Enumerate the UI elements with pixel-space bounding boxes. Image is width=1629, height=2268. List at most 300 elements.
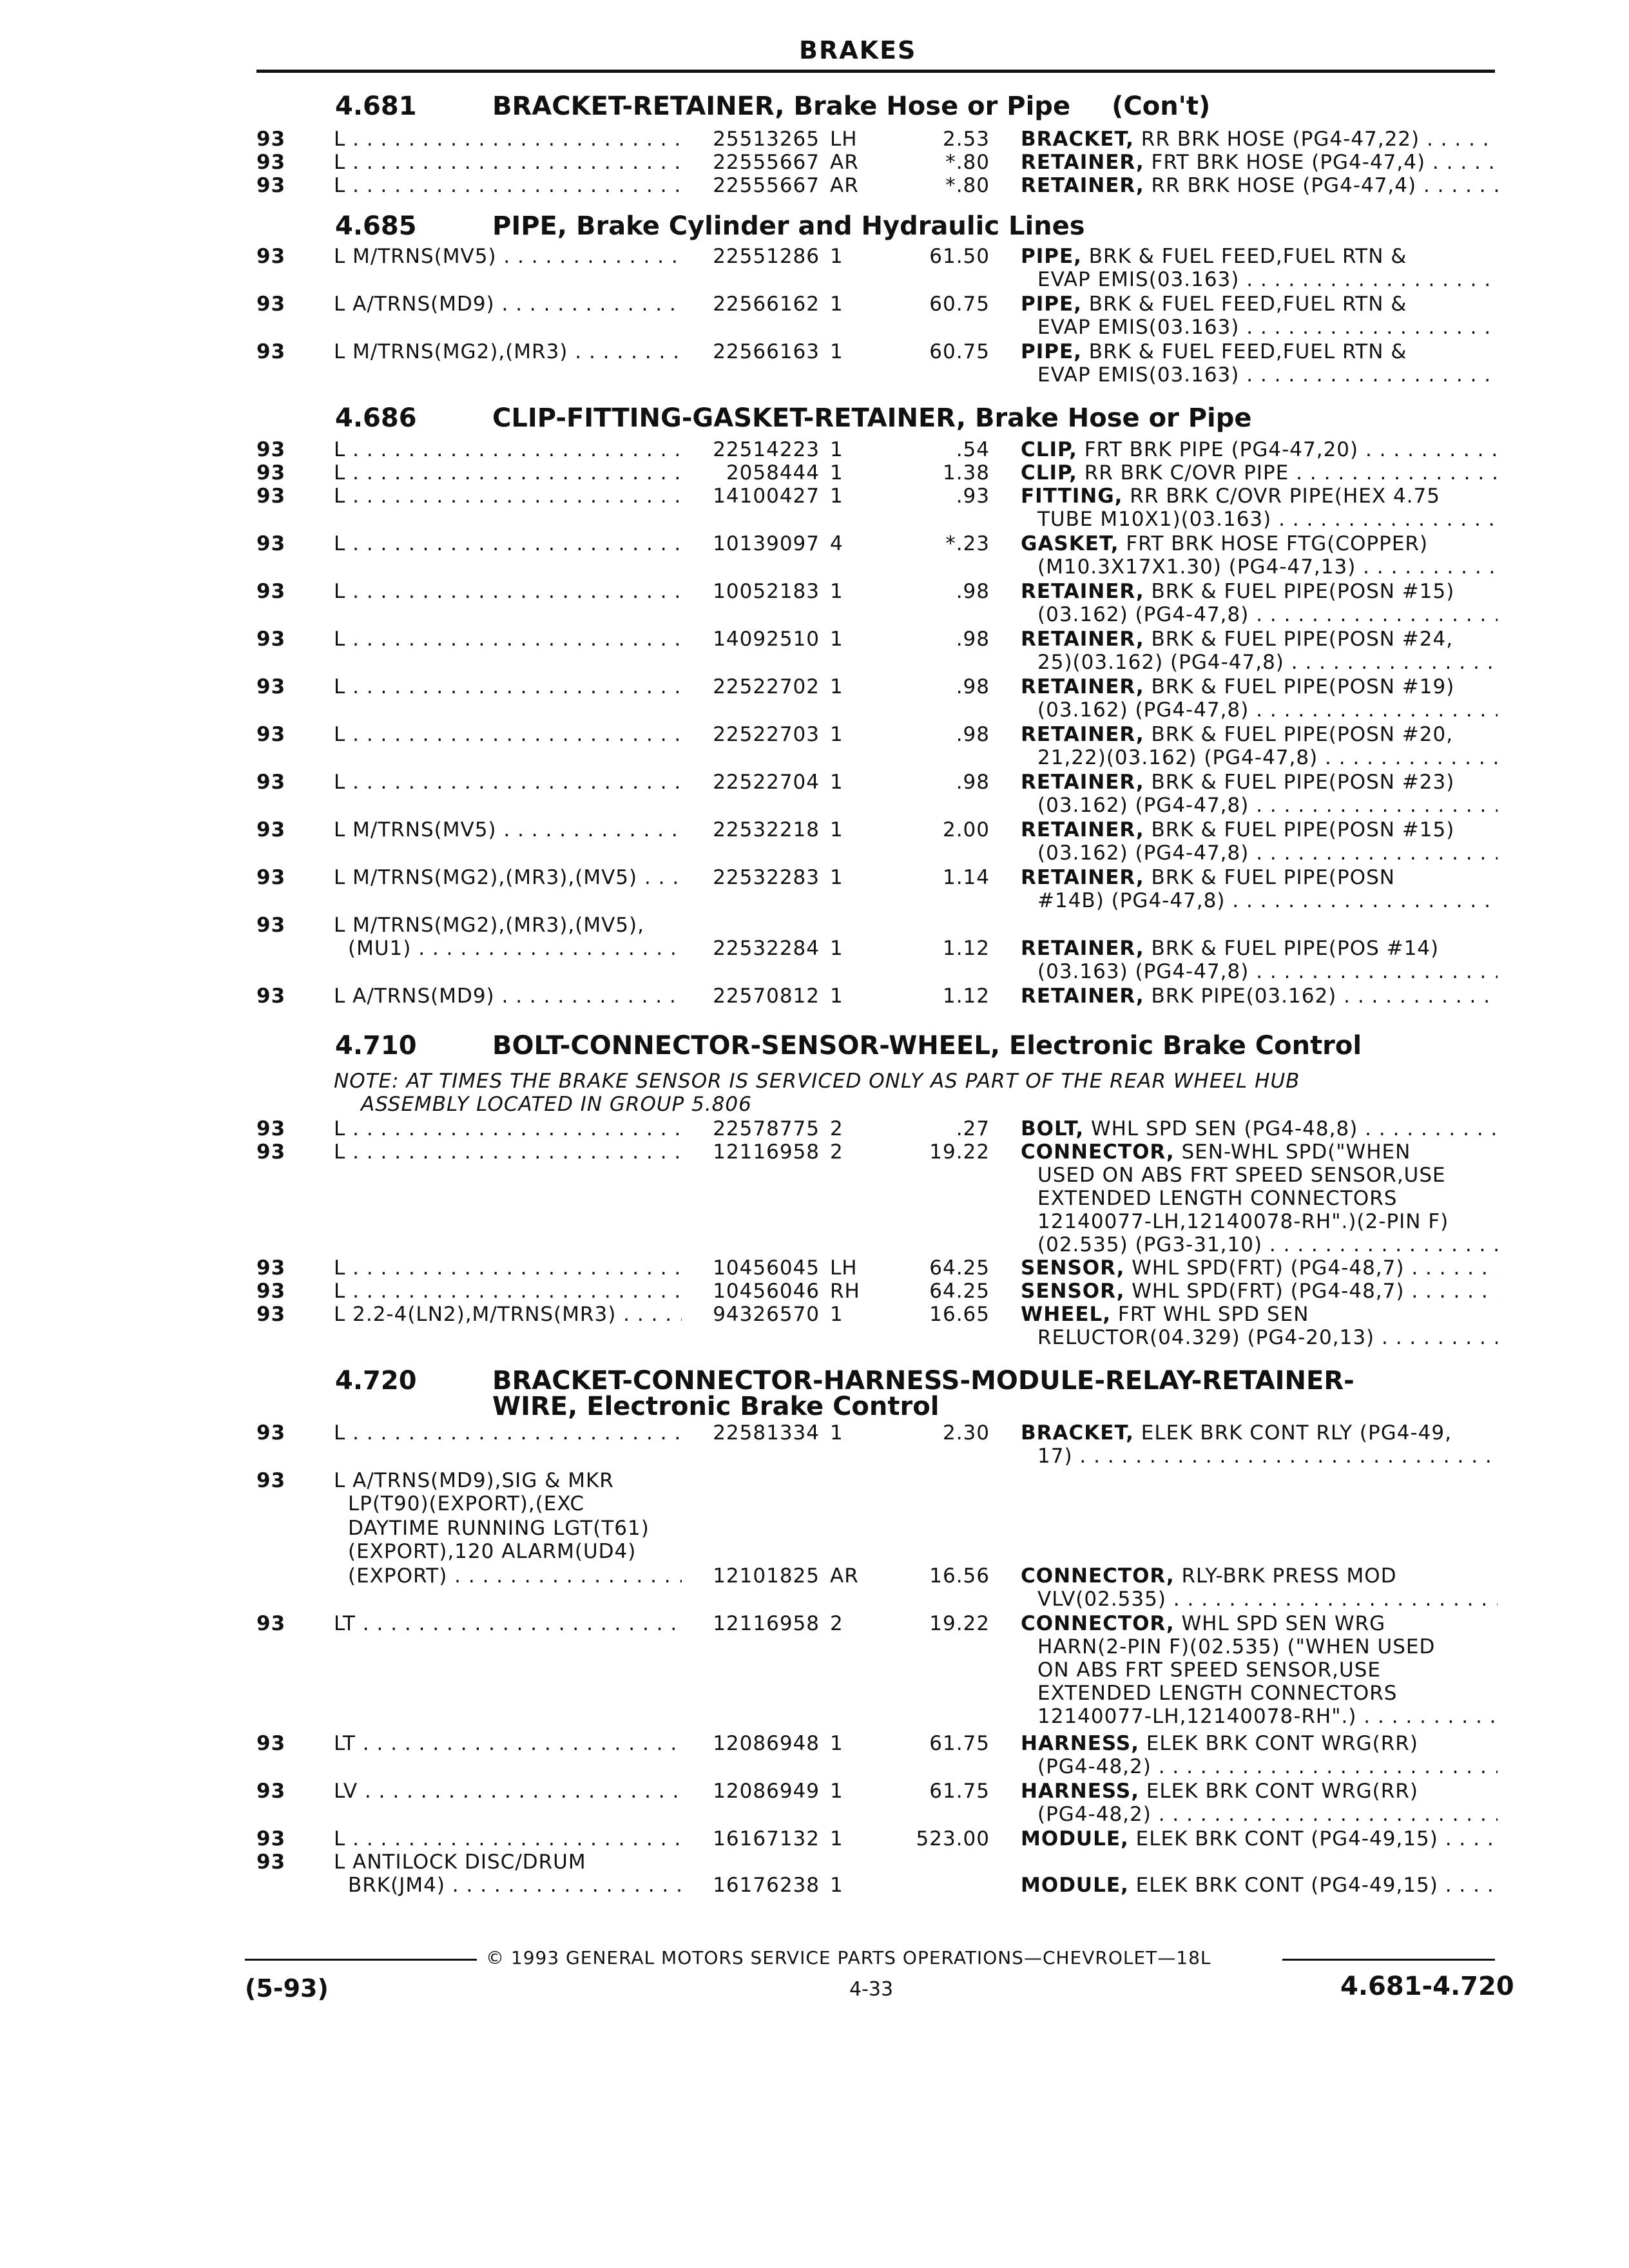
part-row xyxy=(0,174,1629,197)
description-continued: (03.162) (PG4-47,8) . . . xyxy=(1037,603,1498,626)
price: 523.00 xyxy=(916,1827,990,1850)
section-heading-4710 xyxy=(335,1031,1362,1061)
price: 64.25 xyxy=(929,1280,990,1303)
application: L . . . xyxy=(334,438,682,461)
application: L A/TRNS(MD9) . . . xyxy=(334,293,682,316)
part-number: 10139097 xyxy=(696,532,820,555)
application: BRK(JM4) . . . xyxy=(348,1874,682,1897)
model-year: 93 xyxy=(256,151,286,174)
model-year: 93 xyxy=(256,580,286,603)
part-row xyxy=(0,771,1629,794)
section-number: 4.685 xyxy=(335,211,417,241)
description xyxy=(1021,675,1498,698)
quantity: 1 xyxy=(830,245,843,268)
part-row xyxy=(0,340,1629,363)
quantity: 2 xyxy=(830,1140,843,1164)
part-row xyxy=(0,1780,1629,1803)
quantity: 1 xyxy=(830,1732,843,1755)
part-number: 22578775 xyxy=(696,1117,820,1140)
description-text: RR BRK C/OVR PIPE(HEX 4.75 xyxy=(1123,485,1440,508)
application: L . . . xyxy=(334,485,682,508)
description xyxy=(1021,340,1498,363)
model-year: 93 xyxy=(256,245,286,268)
model-year: 93 xyxy=(256,914,286,937)
application-line: (EXPORT),120 ALARM(UD4) xyxy=(348,1540,637,1563)
description-keyword: RETAINER, xyxy=(1021,771,1144,794)
description xyxy=(1021,1732,1498,1755)
part-number: 25513265 xyxy=(696,128,820,151)
description-keyword: BRACKET, xyxy=(1021,128,1134,151)
header-rule xyxy=(256,70,1495,73)
description-keyword: FITTING, xyxy=(1021,485,1123,508)
quantity: 1 xyxy=(830,461,843,485)
quantity: AR xyxy=(830,151,859,174)
part-row xyxy=(0,532,1629,555)
part-number: 22570812 xyxy=(696,985,820,1008)
quantity: 1 xyxy=(830,985,843,1008)
description-keyword: CLIP, xyxy=(1021,461,1077,485)
part-number: 22566162 xyxy=(696,293,820,316)
page-number: 4-33 xyxy=(849,1978,894,2001)
price: 61.75 xyxy=(929,1780,990,1803)
description-text: WHL SPD SEN (PG4-48,8) xyxy=(1084,1117,1358,1140)
description-keyword: HARNESS, xyxy=(1021,1780,1139,1803)
description-text: FRT BRK PIPE (PG4-47,20) xyxy=(1077,438,1359,461)
part-row xyxy=(0,985,1629,1008)
part-row xyxy=(0,1732,1629,1755)
model-year: 93 xyxy=(256,818,286,841)
description xyxy=(1021,1612,1498,1635)
price: 60.75 xyxy=(929,340,990,363)
description-keyword: SENSOR, xyxy=(1021,1256,1125,1280)
part-row xyxy=(0,818,1629,841)
description-text: ELEK BRK CONT WRG(RR) xyxy=(1139,1732,1418,1755)
description xyxy=(1021,438,1498,461)
description-text: WHL SPD SEN WRG xyxy=(1174,1612,1386,1635)
application: L . . . xyxy=(334,532,682,555)
description-text: WHL SPD(FRT) (PG4-48,7) xyxy=(1124,1256,1405,1280)
model-year: 93 xyxy=(256,1780,286,1803)
application: L A/TRNS(MD9) . . . xyxy=(334,985,682,1008)
description-text: BRK & FUEL PIPE(POSN xyxy=(1144,866,1395,889)
description-text: RR BRK HOSE (PG4-47,22) xyxy=(1133,128,1420,151)
part-number: 22532284 xyxy=(696,937,820,960)
model-year: 93 xyxy=(256,532,286,555)
section-note: NOTE: AT TIMES THE BRAKE SENSOR IS SERVICED ONLY AS PART OF THE REAR WHEEL HUB xyxy=(334,1070,1300,1093)
part-row xyxy=(0,1140,1629,1164)
part-number: 22522703 xyxy=(696,723,820,746)
description xyxy=(1021,937,1498,960)
application: L M/TRNS(MV5) . . . xyxy=(334,245,682,268)
section-note-cont: ASSEMBLY LOCATED IN GROUP 5.806 xyxy=(361,1093,752,1116)
model-year: 93 xyxy=(256,1469,286,1492)
description xyxy=(1021,1421,1498,1445)
application: L . . . xyxy=(334,1140,682,1164)
description-text: RR BRK HOSE (PG4-47,4) xyxy=(1144,174,1417,197)
description-text: BRK & FUEL PIPE(POS #14) xyxy=(1144,937,1440,960)
description-continued: VLV(02.535) . . . xyxy=(1037,1588,1498,1611)
quantity: 1 xyxy=(830,1874,843,1897)
application: L . . . xyxy=(334,174,682,197)
description-keyword: RETAINER, xyxy=(1021,628,1144,651)
description-keyword: BOLT, xyxy=(1021,1117,1084,1140)
description-text: ELEK BRK CONT RLY (PG4-49, xyxy=(1133,1421,1452,1445)
description xyxy=(1021,174,1498,197)
description xyxy=(1021,1564,1498,1588)
part-row xyxy=(0,461,1629,485)
description xyxy=(1021,128,1498,151)
model-year: 93 xyxy=(256,174,286,197)
description xyxy=(1021,1140,1498,1164)
price: 2.00 xyxy=(942,818,990,841)
description-continued: (M10.3X17X1.30) (PG4-47,13) . . . xyxy=(1037,555,1498,579)
description xyxy=(1021,866,1498,889)
part-number: 22555667 xyxy=(696,151,820,174)
part-number: 12116958 xyxy=(696,1140,820,1164)
description xyxy=(1021,723,1498,746)
price: .98 xyxy=(956,771,990,794)
description-continued: EXTENDED LENGTH CONNECTORS xyxy=(1037,1187,1398,1210)
part-number: 22551286 xyxy=(696,245,820,268)
part-row xyxy=(0,1280,1629,1303)
description-continued: EVAP EMIS(03.163) . . . xyxy=(1037,316,1498,339)
description-text: BRK & FUEL PIPE(POSN #24, xyxy=(1144,628,1454,651)
price: *.23 xyxy=(945,532,990,555)
description xyxy=(1021,771,1498,794)
description-continued: RELUCTOR(04.329) (PG4-20,13) . . . xyxy=(1037,1326,1498,1349)
model-year: 93 xyxy=(256,1421,286,1445)
description-continued: EVAP EMIS(03.163) . . . xyxy=(1037,268,1498,291)
application: (MU1) . . . xyxy=(348,937,682,960)
quantity: RH xyxy=(830,1280,860,1303)
price: .93 xyxy=(956,485,990,508)
model-year: 93 xyxy=(256,866,286,889)
description-keyword: HARNESS, xyxy=(1021,1732,1139,1755)
section-title: CLIP-FITTING-GASKET-RETAINER, Brake Hose or Pipe xyxy=(492,403,1252,433)
description-keyword: BRACKET, xyxy=(1021,1421,1134,1445)
application: L . . . xyxy=(334,1117,682,1140)
part-number: 10052183 xyxy=(696,580,820,603)
part-number: 12116958 xyxy=(696,1612,820,1635)
model-year: 93 xyxy=(256,293,286,316)
part-row xyxy=(0,1256,1629,1280)
price: 64.25 xyxy=(929,1256,990,1280)
description xyxy=(1021,151,1498,174)
section-number: 4.710 xyxy=(335,1031,417,1061)
page-title: BRAKES xyxy=(799,36,917,64)
part-number: 10456046 xyxy=(696,1280,820,1303)
application: L . . . xyxy=(334,128,682,151)
price: 1.12 xyxy=(942,985,990,1008)
application: L . . . xyxy=(334,461,682,485)
description xyxy=(1021,580,1498,603)
description-text: SEN-WHL SPD("WHEN xyxy=(1174,1140,1411,1164)
part-number: 22522702 xyxy=(696,675,820,698)
description-continued: ON ABS FRT SPEED SENSOR,USE xyxy=(1037,1658,1381,1682)
section-title: BOLT-CONNECTOR-SENSOR-WHEEL, Electronic Brake Control xyxy=(492,1031,1362,1061)
description-text: FRT BRK HOSE (PG4-47,4) xyxy=(1144,151,1426,174)
part-row xyxy=(0,1827,1629,1850)
quantity: 1 xyxy=(830,818,843,841)
description-keyword: RETAINER, xyxy=(1021,151,1144,174)
description-keyword: WHEEL, xyxy=(1021,1303,1112,1326)
footer-rule-right xyxy=(1282,1959,1495,1961)
part-number: 22532218 xyxy=(696,818,820,841)
part-row xyxy=(0,1117,1629,1140)
description-keyword: RETAINER, xyxy=(1021,675,1144,698)
description-continued: 12140077-LH,12140078-RH".)(2-PIN F) xyxy=(1037,1210,1449,1233)
description-keyword: RETAINER, xyxy=(1021,985,1144,1008)
model-year: 93 xyxy=(256,628,286,651)
description xyxy=(1021,1874,1498,1897)
part-row xyxy=(0,1421,1629,1445)
application: L 2.2-4(LN2),M/TRNS(MR3) . . . xyxy=(334,1303,682,1326)
model-year: 93 xyxy=(256,1732,286,1755)
description xyxy=(1021,245,1498,268)
application-line: LP(T90)(EXPORT),(EXC xyxy=(348,1492,585,1515)
description xyxy=(1021,461,1498,485)
description-continued: 17) . . . xyxy=(1037,1445,1498,1468)
page-range: 4.681-4.720 xyxy=(1340,1972,1514,2001)
part-number: 16167132 xyxy=(696,1827,820,1850)
description xyxy=(1021,485,1498,508)
description-continued: (03.162) (PG4-47,8) . . . xyxy=(1037,698,1498,722)
quantity: AR xyxy=(830,1564,859,1588)
description xyxy=(1021,1827,1498,1850)
description-text: RR BRK C/OVR PIPE xyxy=(1077,461,1289,485)
quantity: 1 xyxy=(830,485,843,508)
price: 19.22 xyxy=(929,1140,990,1164)
description-keyword: PIPE, xyxy=(1021,245,1082,268)
description-keyword: CLIP, xyxy=(1021,438,1077,461)
part-row xyxy=(0,438,1629,461)
part-number: 22581334 xyxy=(696,1421,820,1445)
model-year: 93 xyxy=(256,1850,286,1874)
quantity: 4 xyxy=(830,532,843,555)
description-keyword: RETAINER, xyxy=(1021,937,1144,960)
price: .98 xyxy=(956,723,990,746)
part-number: 12086948 xyxy=(696,1732,820,1755)
quantity: 1 xyxy=(830,438,843,461)
application-line: L M/TRNS(MG2),(MR3),(MV5), xyxy=(334,914,644,937)
description xyxy=(1021,1780,1498,1803)
part-row xyxy=(0,293,1629,316)
description-continued: (PG4-48,2) . . . xyxy=(1037,1755,1498,1778)
application: LV . . . xyxy=(334,1780,682,1803)
price: 2.53 xyxy=(942,128,990,151)
application: L . . . xyxy=(334,628,682,651)
application: L . . . xyxy=(334,1256,682,1280)
quantity: 1 xyxy=(830,628,843,651)
part-number: 22532283 xyxy=(696,866,820,889)
description-continued: #14B) (PG4-47,8) . . . xyxy=(1037,889,1498,912)
part-number: 14100427 xyxy=(696,485,820,508)
part-number: 14092510 xyxy=(696,628,820,651)
application: L . . . xyxy=(334,1827,682,1850)
footer-copyright: © 1993 GENERAL MOTORS SERVICE PARTS OPERATIONS—CHEVROLET—18L xyxy=(486,1947,1211,1968)
model-year: 93 xyxy=(256,1612,286,1635)
description-text: RLY-BRK PRESS MOD xyxy=(1174,1564,1397,1588)
part-row xyxy=(0,628,1629,651)
description-text: BRK & FUEL FEED,FUEL RTN & xyxy=(1081,340,1407,363)
description-keyword: MODULE, xyxy=(1021,1874,1129,1897)
part-number: 94326570 xyxy=(696,1303,820,1326)
description-text: BRK PIPE(03.162) xyxy=(1144,985,1337,1008)
part-row xyxy=(0,151,1629,174)
part-number: 12086949 xyxy=(696,1780,820,1803)
application: LT . . . xyxy=(334,1612,682,1635)
description-text: BRK & FUEL PIPE(POSN #23) xyxy=(1144,771,1455,794)
part-row xyxy=(0,866,1629,889)
description-text: BRK & FUEL PIPE(POSN #19) xyxy=(1144,675,1455,698)
footer-date: (5-93) xyxy=(245,1974,329,2003)
description-continued: (03.162) (PG4-47,8) . . . xyxy=(1037,794,1498,817)
description-text: ELEK BRK CONT (PG4-49,15) xyxy=(1128,1874,1438,1897)
price: *.80 xyxy=(945,174,990,197)
description-continued: (02.535) (PG3-31,10) . . . xyxy=(1037,1233,1498,1256)
description-text: BRK & FUEL PIPE(POSN #15) xyxy=(1144,818,1455,841)
price: 16.65 xyxy=(929,1303,990,1326)
description-keyword: RETAINER, xyxy=(1021,580,1144,603)
price: .98 xyxy=(956,675,990,698)
footer-rule-left xyxy=(245,1959,477,1961)
quantity: 2 xyxy=(830,1612,843,1635)
description xyxy=(1021,1117,1498,1140)
model-year: 93 xyxy=(256,461,286,485)
description-keyword: PIPE, xyxy=(1021,340,1082,363)
description-text: FRT WHL SPD SEN xyxy=(1111,1303,1309,1326)
quantity: 1 xyxy=(830,723,843,746)
model-year: 93 xyxy=(256,1280,286,1303)
model-year: 93 xyxy=(256,485,286,508)
price: *.80 xyxy=(945,151,990,174)
price: .54 xyxy=(956,438,990,461)
application: L . . . xyxy=(334,771,682,794)
description xyxy=(1021,628,1498,651)
description-keyword: RETAINER, xyxy=(1021,723,1144,746)
description-text: WHL SPD(FRT) (PG4-48,7) xyxy=(1124,1280,1405,1303)
quantity: 1 xyxy=(830,1303,843,1326)
description-continued: EXTENDED LENGTH CONNECTORS xyxy=(1037,1682,1398,1705)
model-year: 93 xyxy=(256,1303,286,1326)
section-title: BRACKET-CONNECTOR-HARNESS-MODULE-RELAY-RETAINER- xyxy=(492,1366,1354,1396)
part-row xyxy=(0,675,1629,698)
section-number: 4.686 xyxy=(335,403,417,433)
application-line: DAYTIME RUNNING LGT(T61) xyxy=(348,1517,650,1540)
model-year: 93 xyxy=(256,1256,286,1280)
part-number: 12101825 xyxy=(696,1564,820,1588)
price: 16.56 xyxy=(929,1564,990,1588)
description xyxy=(1021,818,1498,841)
model-year: 93 xyxy=(256,771,286,794)
application: L . . . xyxy=(334,1280,682,1303)
application: L . . . xyxy=(334,1421,682,1445)
section-number: 4.720 xyxy=(335,1366,417,1396)
quantity: 1 xyxy=(830,293,843,316)
description-continued: USED ON ABS FRT SPEED SENSOR,USE xyxy=(1037,1164,1446,1187)
application: L M/TRNS(MG2),(MR3),(MV5) . . . xyxy=(334,866,682,889)
price: .27 xyxy=(956,1117,990,1140)
description-continued: EVAP EMIS(03.163) . . . xyxy=(1037,363,1498,387)
description-continued: HARN(2-PIN F)(02.535) ("WHEN USED xyxy=(1037,1635,1436,1658)
application: L . . . xyxy=(334,580,682,603)
description-text: BRK & FUEL PIPE(POSN #15) xyxy=(1144,580,1455,603)
price: 61.75 xyxy=(929,1732,990,1755)
description-text: BRK & FUEL FEED,FUEL RTN & xyxy=(1081,293,1407,316)
application: L M/TRNS(MV5) . . . xyxy=(334,818,682,841)
quantity: LH xyxy=(830,1256,858,1280)
description-keyword: RETAINER, xyxy=(1021,174,1144,197)
description-keyword: CONNECTOR, xyxy=(1021,1564,1175,1588)
model-year: 93 xyxy=(256,1117,286,1140)
price: 1.12 xyxy=(942,937,990,960)
application: L . . . xyxy=(334,675,682,698)
description-continued: (PG4-48,2) . . . xyxy=(1037,1803,1498,1826)
application-line: L ANTILOCK DISC/DRUM xyxy=(334,1850,586,1874)
section-number: 4.681 xyxy=(335,91,417,121)
description xyxy=(1021,1256,1498,1280)
part-row xyxy=(0,580,1629,603)
description xyxy=(1021,532,1498,555)
quantity: LH xyxy=(830,128,858,151)
price: 61.50 xyxy=(929,245,990,268)
description-keyword: CONNECTOR, xyxy=(1021,1612,1175,1635)
quantity: 1 xyxy=(830,771,843,794)
description-keyword: PIPE, xyxy=(1021,293,1082,316)
description-keyword: RETAINER, xyxy=(1021,866,1144,889)
model-year: 93 xyxy=(256,1827,286,1850)
application: LT . . . xyxy=(334,1732,682,1755)
description-keyword: GASKET, xyxy=(1021,532,1119,555)
quantity: 1 xyxy=(830,1827,843,1850)
model-year: 93 xyxy=(256,128,286,151)
quantity: 1 xyxy=(830,580,843,603)
description-text: FRT BRK HOSE FTG(COPPER) xyxy=(1119,532,1429,555)
part-number: 16176238 xyxy=(696,1874,820,1897)
part-number: 10456045 xyxy=(696,1256,820,1280)
description xyxy=(1021,293,1498,316)
model-year: 93 xyxy=(256,675,286,698)
section-title: PIPE, Brake Cylinder and Hydraulic Lines xyxy=(492,211,1085,241)
description-continued: (03.163) (PG4-47,8) . . . xyxy=(1037,960,1498,983)
quantity: 1 xyxy=(830,675,843,698)
part-row xyxy=(0,723,1629,746)
quantity: 1 xyxy=(830,1780,843,1803)
part-row xyxy=(0,128,1629,151)
price: .98 xyxy=(956,628,990,651)
application: L . . . xyxy=(334,723,682,746)
part-number: 22522704 xyxy=(696,771,820,794)
description-text: ELEK BRK CONT (PG4-49,15) xyxy=(1128,1827,1438,1850)
quantity: AR xyxy=(830,174,859,197)
price: 1.14 xyxy=(942,866,990,889)
part-number: 2058444 xyxy=(696,461,820,485)
price: 19.22 xyxy=(929,1612,990,1635)
model-year: 93 xyxy=(256,985,286,1008)
description xyxy=(1021,985,1498,1008)
part-row xyxy=(0,245,1629,268)
model-year: 93 xyxy=(256,1140,286,1164)
part-row xyxy=(0,1612,1629,1635)
quantity: 1 xyxy=(830,937,843,960)
description-continued: 12140077-LH,12140078-RH".) . . . xyxy=(1037,1705,1498,1728)
part-number: 22555667 xyxy=(696,174,820,197)
description-keyword: RETAINER, xyxy=(1021,818,1144,841)
description-text: BRK & FUEL PIPE(POSN #20, xyxy=(1144,723,1454,746)
description-continued: 21,22)(03.162) (PG4-47,8) . . . xyxy=(1037,746,1498,769)
price: 2.30 xyxy=(942,1421,990,1445)
description xyxy=(1021,1280,1498,1303)
